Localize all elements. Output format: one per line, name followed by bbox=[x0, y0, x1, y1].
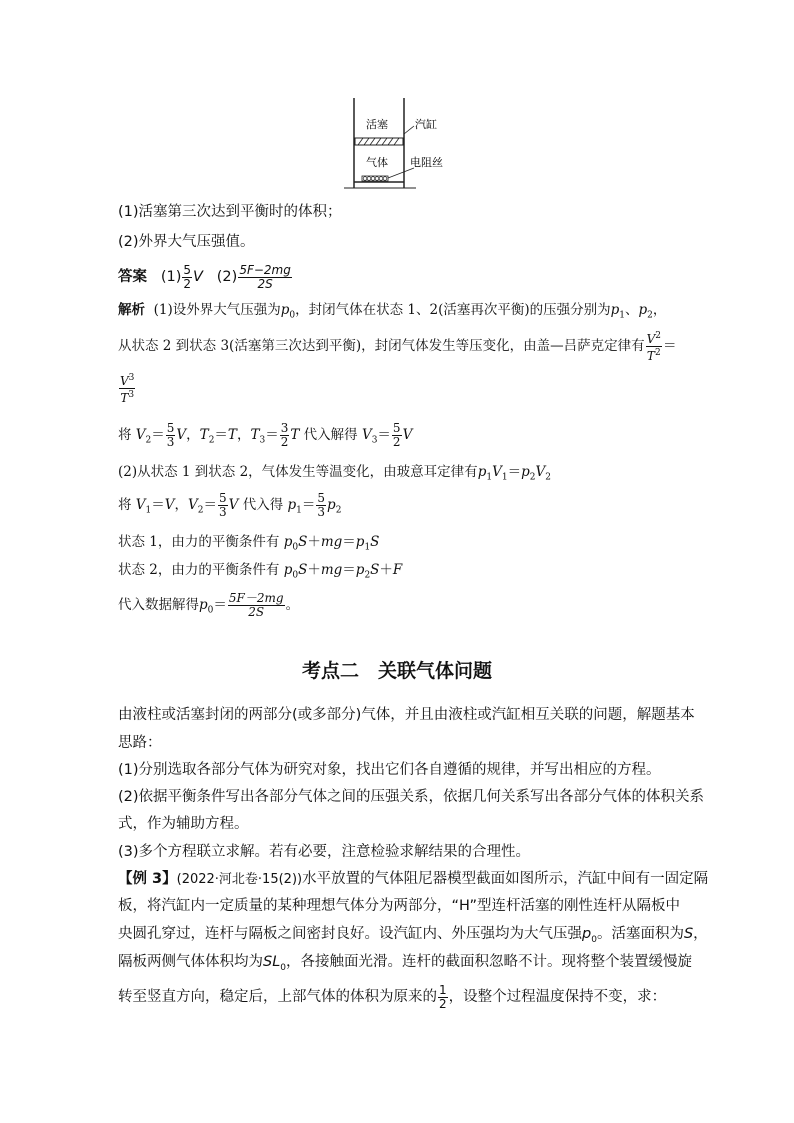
example-line-1: 【例 3】(2022·河北卷·15(2))水平放置的气体阻尼器模型截面如图所示，汽缸中间有一固定隔 bbox=[118, 871, 709, 887]
label-gas: 气体 bbox=[366, 156, 388, 169]
solution-line-3: $\frac{V^3}{T^3}$ bbox=[120, 373, 135, 405]
answer-part2-fraction: $\frac{5F-2mg}{2S}$ bbox=[239, 262, 291, 291]
solution-line-9: 代入数据解得$p_0=$ $\frac{5F-2mg}{2S}$ 。 bbox=[118, 591, 300, 619]
example-tag: 【例 3】 bbox=[118, 871, 177, 887]
label-resistor: 电阻丝 bbox=[410, 156, 443, 169]
resistor-lead bbox=[388, 168, 414, 178]
step-1: (1)分别选取各部分气体为研究对象，找出它们各自遵循的规律，并写出相应的方程。 bbox=[118, 762, 661, 778]
step-3: (3)多个方程联立求解。若有必要，注意检验求解结果的合理性。 bbox=[118, 844, 531, 860]
answer-part2-prefix: (2) bbox=[216, 269, 238, 285]
solution-line-5: (2)从状态 1 到状态 2，气体发生等温变化，由玻意耳定律有$p_1V_1=p_2V_2$ bbox=[118, 464, 551, 483]
example-line-5: 转至竖直方向，稳定后，上部气体的体积为原来的 $\frac{1}{2}$ ，设整个过程温度保持不变，求： bbox=[118, 982, 667, 1011]
question-1: (1)活塞第三次达到平衡时的体积； bbox=[118, 204, 342, 220]
step-2a: (2)依据平衡条件写出各部分气体之间的压强关系，依据几何关系写出各部分气体的体积关系 bbox=[118, 789, 705, 805]
step-2b: 式，作为辅助方程。 bbox=[118, 816, 249, 832]
answer-part1-var: V bbox=[193, 269, 203, 285]
solution-line-2: 从状态 2 到状态 3(活塞第三次达到平衡)，封闭气体发生等压变化，由盖—吕萨克定律有 $\frac{V^2}{T^2}$ ＝ bbox=[118, 331, 677, 363]
cylinder-figure bbox=[336, 96, 446, 192]
answer-part1-fraction: $\frac{5}{2}$ bbox=[183, 262, 192, 291]
solution-line-6: 将 $V_1=V$，$V_2=$ $\frac{5}{3}$ V 代入得 $p_1=$ $\frac{5}{3}$ $p_2$ bbox=[118, 491, 342, 519]
cylinder-pointer bbox=[404, 126, 414, 134]
answer-part1-prefix: (1) bbox=[160, 269, 182, 285]
example-line-2: 板，将汽缸内一定质量的某种理想气体分为两部分，“H”型连杆活塞的刚性连杆从隔板中 bbox=[118, 898, 680, 914]
solution-line-1: 解析 (1)设外界大气压强为$p_0$，封闭气体在状态 1、2(活塞再次平衡)的压强分别为$p_1$、$p_2$， bbox=[118, 302, 667, 321]
example-line-4: 隔板两侧气体体积均为$SL_0$，各接触面光滑。连杆的截面积忽略不计。现将整个装置缓慢旋 bbox=[118, 954, 693, 973]
section-title: 考点二 关联气体问题 bbox=[301, 660, 492, 682]
label-piston: 活塞 bbox=[366, 118, 388, 131]
example-source: (2022·河北卷·15(2)) bbox=[176, 872, 303, 887]
answer-label: 答案 bbox=[118, 269, 147, 285]
question-2: (2)外界大气压强值。 bbox=[118, 234, 255, 250]
answer-line bbox=[118, 262, 293, 292]
solution-line-7: 状态 1，由力的平衡条件有 $p_0S+mg=p_1S$ bbox=[118, 534, 380, 553]
intro-line-1: 由液柱或活塞封闭的两部分(或多部分)气体，并且由液柱或汽缸相互关联的问题，解题基本 bbox=[118, 707, 695, 723]
solution-line-8: 状态 2，由力的平衡条件有 $p_0S+mg=p_2S+F$ bbox=[118, 562, 403, 581]
solution-line-4: 将 $V_2=$ $\frac{5}{3}$ V，$T_2=T$，$T_3=$ $\frac{3}{2}$ T 代入解得 $V_3=$ $\frac{5}{2}$ V bbox=[118, 421, 413, 449]
label-cylinder: 汽缸 bbox=[415, 118, 437, 131]
intro-line-2: 思路： bbox=[118, 735, 162, 751]
example-line-3: 央圆孔穿过，连杆与隔板之间密封良好。设汽缸内、外压强均为大气压强$p_0$。活塞面积为S， bbox=[118, 926, 708, 945]
solution-label: 解析 bbox=[118, 302, 145, 318]
